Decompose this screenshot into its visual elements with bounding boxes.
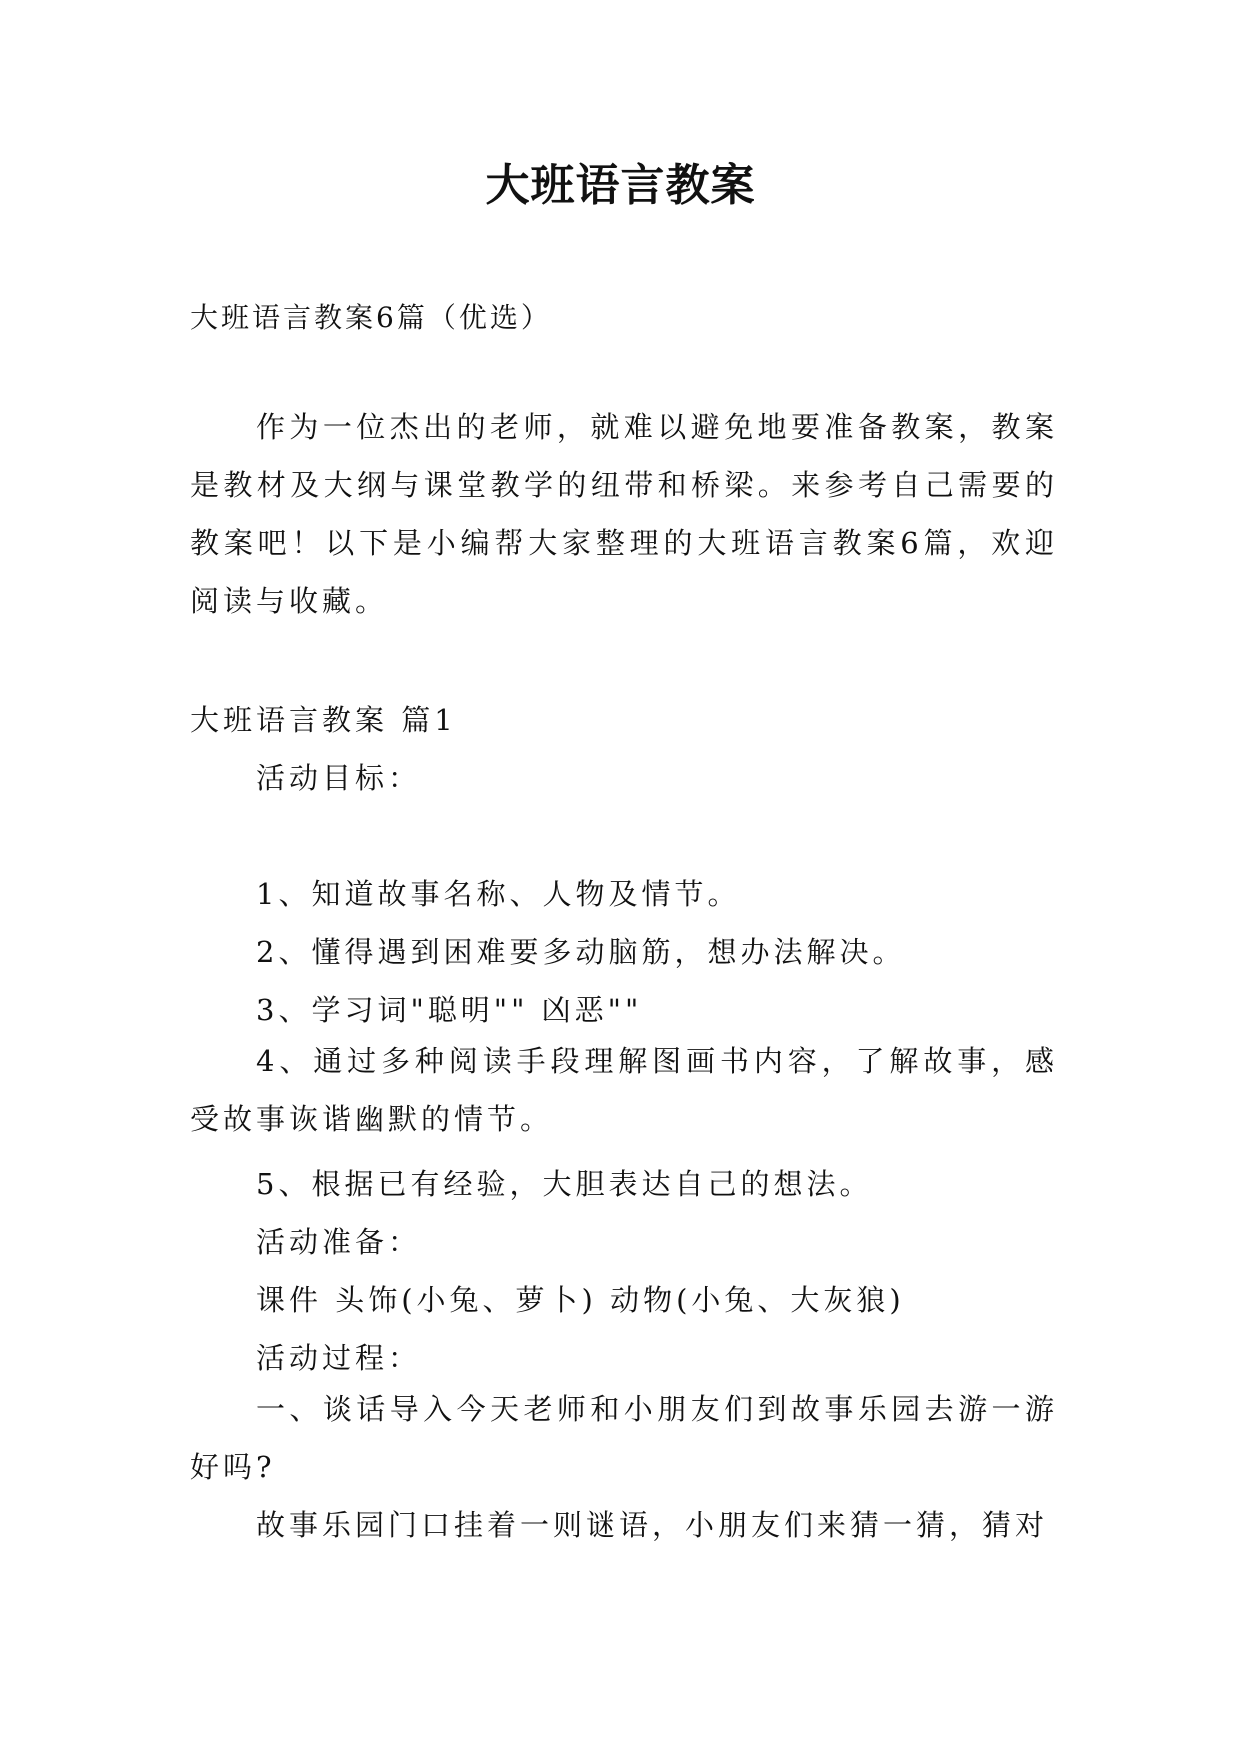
section-heading: 大班语言教案 篇1 — [190, 703, 457, 737]
goals-heading: 活动目标： — [256, 761, 422, 795]
prep-heading: 活动准备： — [256, 1225, 422, 1259]
process-step-continuation: 故事乐园门口挂着一则谜语，小朋友们来猜一猜，猜对 — [256, 1508, 1049, 1542]
goal-item: 5、根据已有经验，大胆表达自己的想法。 — [256, 1167, 873, 1201]
goal-item: 3、学习词"聪明"" 凶恶"" — [256, 993, 643, 1027]
goal-item: 4、通过多种阅读手段理解图画书内容，了解故事，感受故事诙谐幽默的情节。 — [190, 1044, 1058, 1136]
process-step: 一、谈话导入今天老师和小朋友们到故事乐园去游一游好吗? — [190, 1392, 1058, 1484]
document-title: 大班语言教案 — [485, 160, 756, 211]
process-heading: 活动过程： — [256, 1341, 422, 1375]
document-subtitle: 大班语言教案6篇（优选） — [190, 301, 552, 334]
goal-item: 1、知道故事名称、人物及情节。 — [256, 877, 741, 911]
prep-text: 课件 头饰(小兔、萝卜) 动物(小兔、大灰狼) — [256, 1283, 905, 1317]
intro-paragraph: 作为一位杰出的老师，就难以避免地要准备教案，教案是教材及大纲与课堂教学的纽带和桥梁。来参考自己需要的教案吧！以下是小编帮大家整理的大班语言教案6篇，欢迎阅读与收藏。 — [190, 410, 1058, 618]
goal-item: 2、懂得遇到困难要多动脑筋，想办法解决。 — [256, 935, 906, 969]
